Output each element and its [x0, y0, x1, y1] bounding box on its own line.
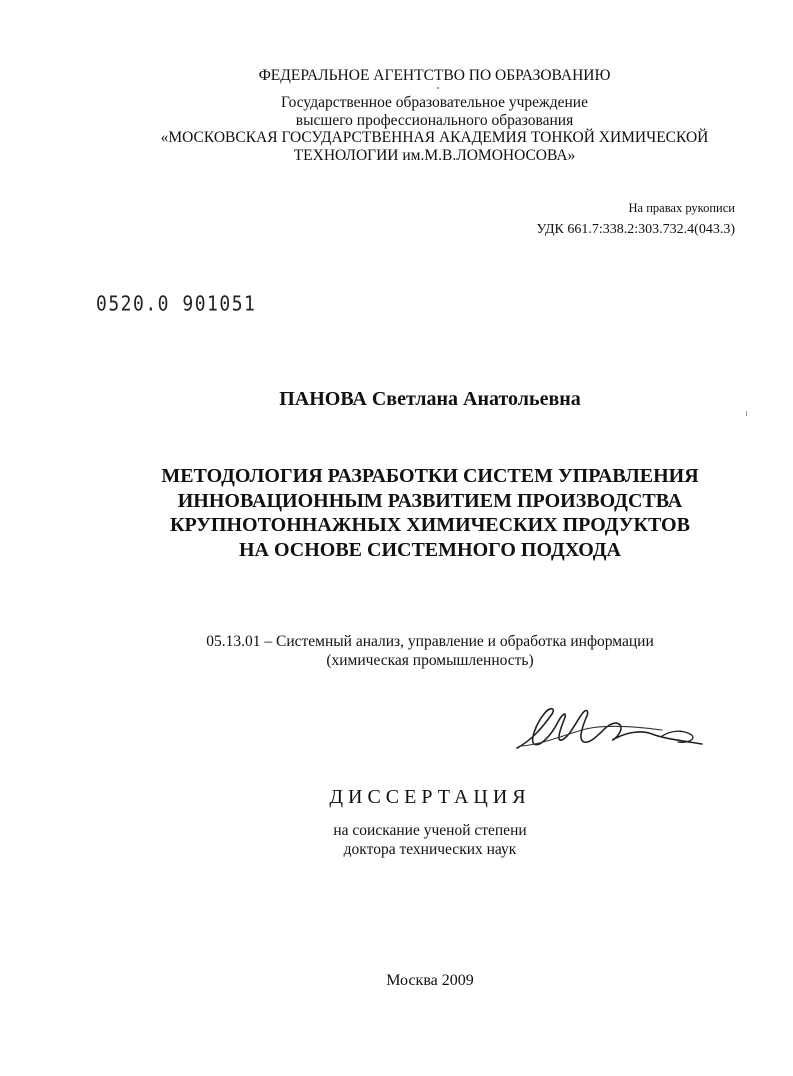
dissertation-title — [0, 464, 793, 562]
scan-speck — [746, 411, 747, 416]
header-academy-line2: ТЕХНОЛОГИИ им.М.В.ЛОМОНОСОВА» — [293, 147, 576, 164]
author-name: ПАНОВА Светлана Анатольевна — [279, 388, 581, 410]
title-line: КРУПНОТОННАЖНЫХ ХИМИЧЕСКИХ ПРОДУКТОВ — [170, 514, 690, 536]
udk-code: УДК 661.7:338.2:303.732.4(043.3) — [536, 222, 735, 237]
header-institution-line1: Государственное образовательное учреждение — [281, 94, 588, 111]
header-academy-line1: «МОСКОВСКАЯ ГОСУДАРСТВЕННАЯ АКАДЕМИЯ ТОНКОЙ ХИМИЧЕСКОЙ — [160, 129, 709, 146]
title-line: МЕТОДОЛОГИЯ РАЗРАБОТКИ СИСТЕМ УПРАВЛЕНИЯ — [161, 465, 699, 487]
header-institution-line2: высшего профессионального образования — [295, 112, 574, 129]
specialty-line2: (химическая промышленность) — [326, 652, 534, 669]
title-line: НА ОСНОВЕ СИСТЕМНОГО ПОДХОДА — [238, 538, 621, 561]
library-stamp-number: 0520.0 901051 — [96, 292, 257, 317]
city-year: Москва 2009 — [386, 972, 474, 989]
handwritten-signature — [512, 700, 707, 760]
specialty — [0, 632, 793, 670]
degree-info — [0, 821, 793, 859]
dissertation-label: ДИССЕРТАЦИЯ — [329, 786, 531, 808]
specialty-line1: 05.13.01 – Системный анализ, управление и обработка информации — [206, 633, 654, 650]
degree-line1: на соискание ученой степени — [333, 822, 527, 839]
title-line: ИННОВАЦИОННЫМ РАЗВИТИЕМ ПРОИЗВОДСТВА — [177, 489, 683, 512]
degree-line2: доктора технических наук — [343, 841, 517, 858]
manuscript-rights: На правах рукописи — [628, 201, 735, 215]
scan-speck — [437, 87, 439, 89]
header-agency: ФЕДЕРАЛЬНОЕ АГЕНТСТВО ПО ОБРАЗОВАНИЮ — [258, 67, 611, 84]
